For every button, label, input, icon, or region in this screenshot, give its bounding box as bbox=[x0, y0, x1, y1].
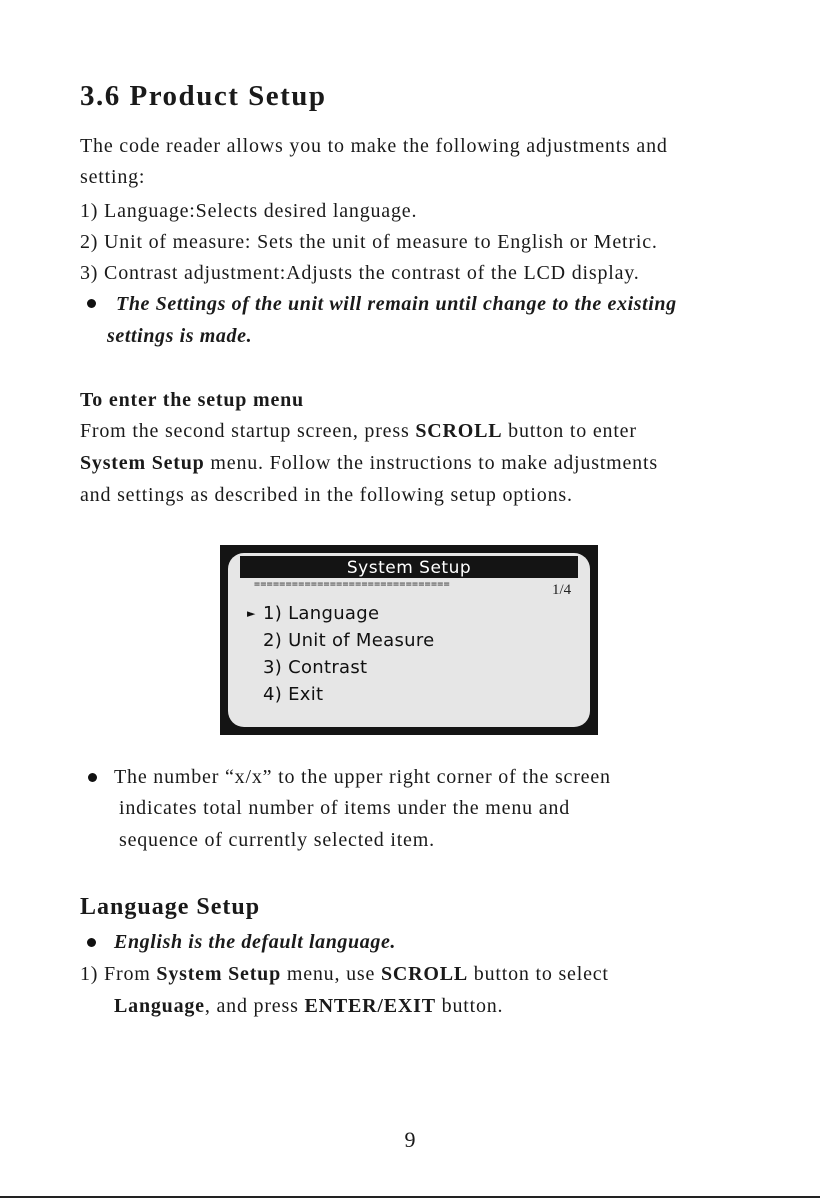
list-item: 2) Unit of measure: Sets the unit of measure to English or Metric. bbox=[80, 231, 658, 253]
text: button. bbox=[435, 995, 504, 1017]
section-title: Language Setup bbox=[80, 894, 261, 920]
text: 1) From bbox=[80, 963, 157, 985]
section-heading: To enter the setup menu bbox=[80, 389, 304, 411]
text: button to select bbox=[467, 963, 609, 985]
note-line: English is the default language. bbox=[114, 931, 397, 953]
lcd-title-bar: System Setup bbox=[240, 556, 578, 578]
page-number: 9 bbox=[404, 1127, 416, 1152]
system-setup-keyword: System Setup bbox=[80, 452, 205, 474]
lcd-separator: =============================== bbox=[254, 579, 450, 590]
bullet-icon bbox=[88, 773, 97, 782]
paragraph-line bbox=[80, 452, 658, 475]
note-line: sequence of currently selected item. bbox=[119, 829, 435, 851]
text: menu, use bbox=[281, 963, 381, 985]
note-line: indicates total number of items under the menu and bbox=[119, 797, 570, 819]
paragraph-line: and settings as described in the following setup options. bbox=[80, 484, 573, 506]
step-line bbox=[80, 963, 609, 986]
enter-exit-keyword: ENTER/EXIT bbox=[304, 995, 436, 1017]
text: menu. Follow the instructions to make adjustments bbox=[204, 452, 658, 474]
step-line bbox=[114, 995, 503, 1018]
lcd-page-indicator: 1/4 bbox=[552, 582, 572, 598]
selection-arrow-icon: ► bbox=[247, 607, 256, 620]
intro-line: The code reader allows you to make the following adjustments and bbox=[80, 135, 668, 157]
bullet-icon bbox=[87, 938, 96, 947]
bullet-icon bbox=[87, 299, 96, 308]
intro-line: setting: bbox=[80, 166, 146, 188]
lcd-menu-item-unit: 2) Unit of Measure bbox=[263, 630, 435, 651]
scroll-keyword: SCROLL bbox=[380, 963, 468, 985]
text: button to enter bbox=[502, 420, 637, 442]
text: , and press bbox=[204, 995, 305, 1017]
lcd-display bbox=[228, 553, 590, 727]
note-line: The Settings of the unit will remain until change to the existing bbox=[116, 293, 677, 315]
note-line: The number “x/x” to the upper right corner of the screen bbox=[114, 766, 611, 788]
paragraph-line bbox=[80, 420, 637, 443]
scroll-keyword: SCROLL bbox=[415, 420, 503, 442]
text: From the second startup screen, press bbox=[80, 420, 416, 442]
language-keyword: Language bbox=[114, 995, 205, 1017]
list-item: 1) Language:Selects desired language. bbox=[80, 200, 418, 222]
system-setup-keyword: System Setup bbox=[156, 963, 282, 985]
lcd-menu-item-exit: 4) Exit bbox=[263, 684, 324, 705]
page-title: 3.6 Product Setup bbox=[80, 80, 327, 112]
note-line: settings is made. bbox=[107, 325, 253, 347]
lcd-screen bbox=[220, 545, 598, 735]
lcd-menu-item-contrast: 3) Contrast bbox=[263, 657, 368, 678]
lcd-menu-item-language: 1) Language bbox=[263, 603, 380, 624]
list-item: 3) Contrast adjustment:Adjusts the contrast of the LCD display. bbox=[80, 262, 640, 284]
